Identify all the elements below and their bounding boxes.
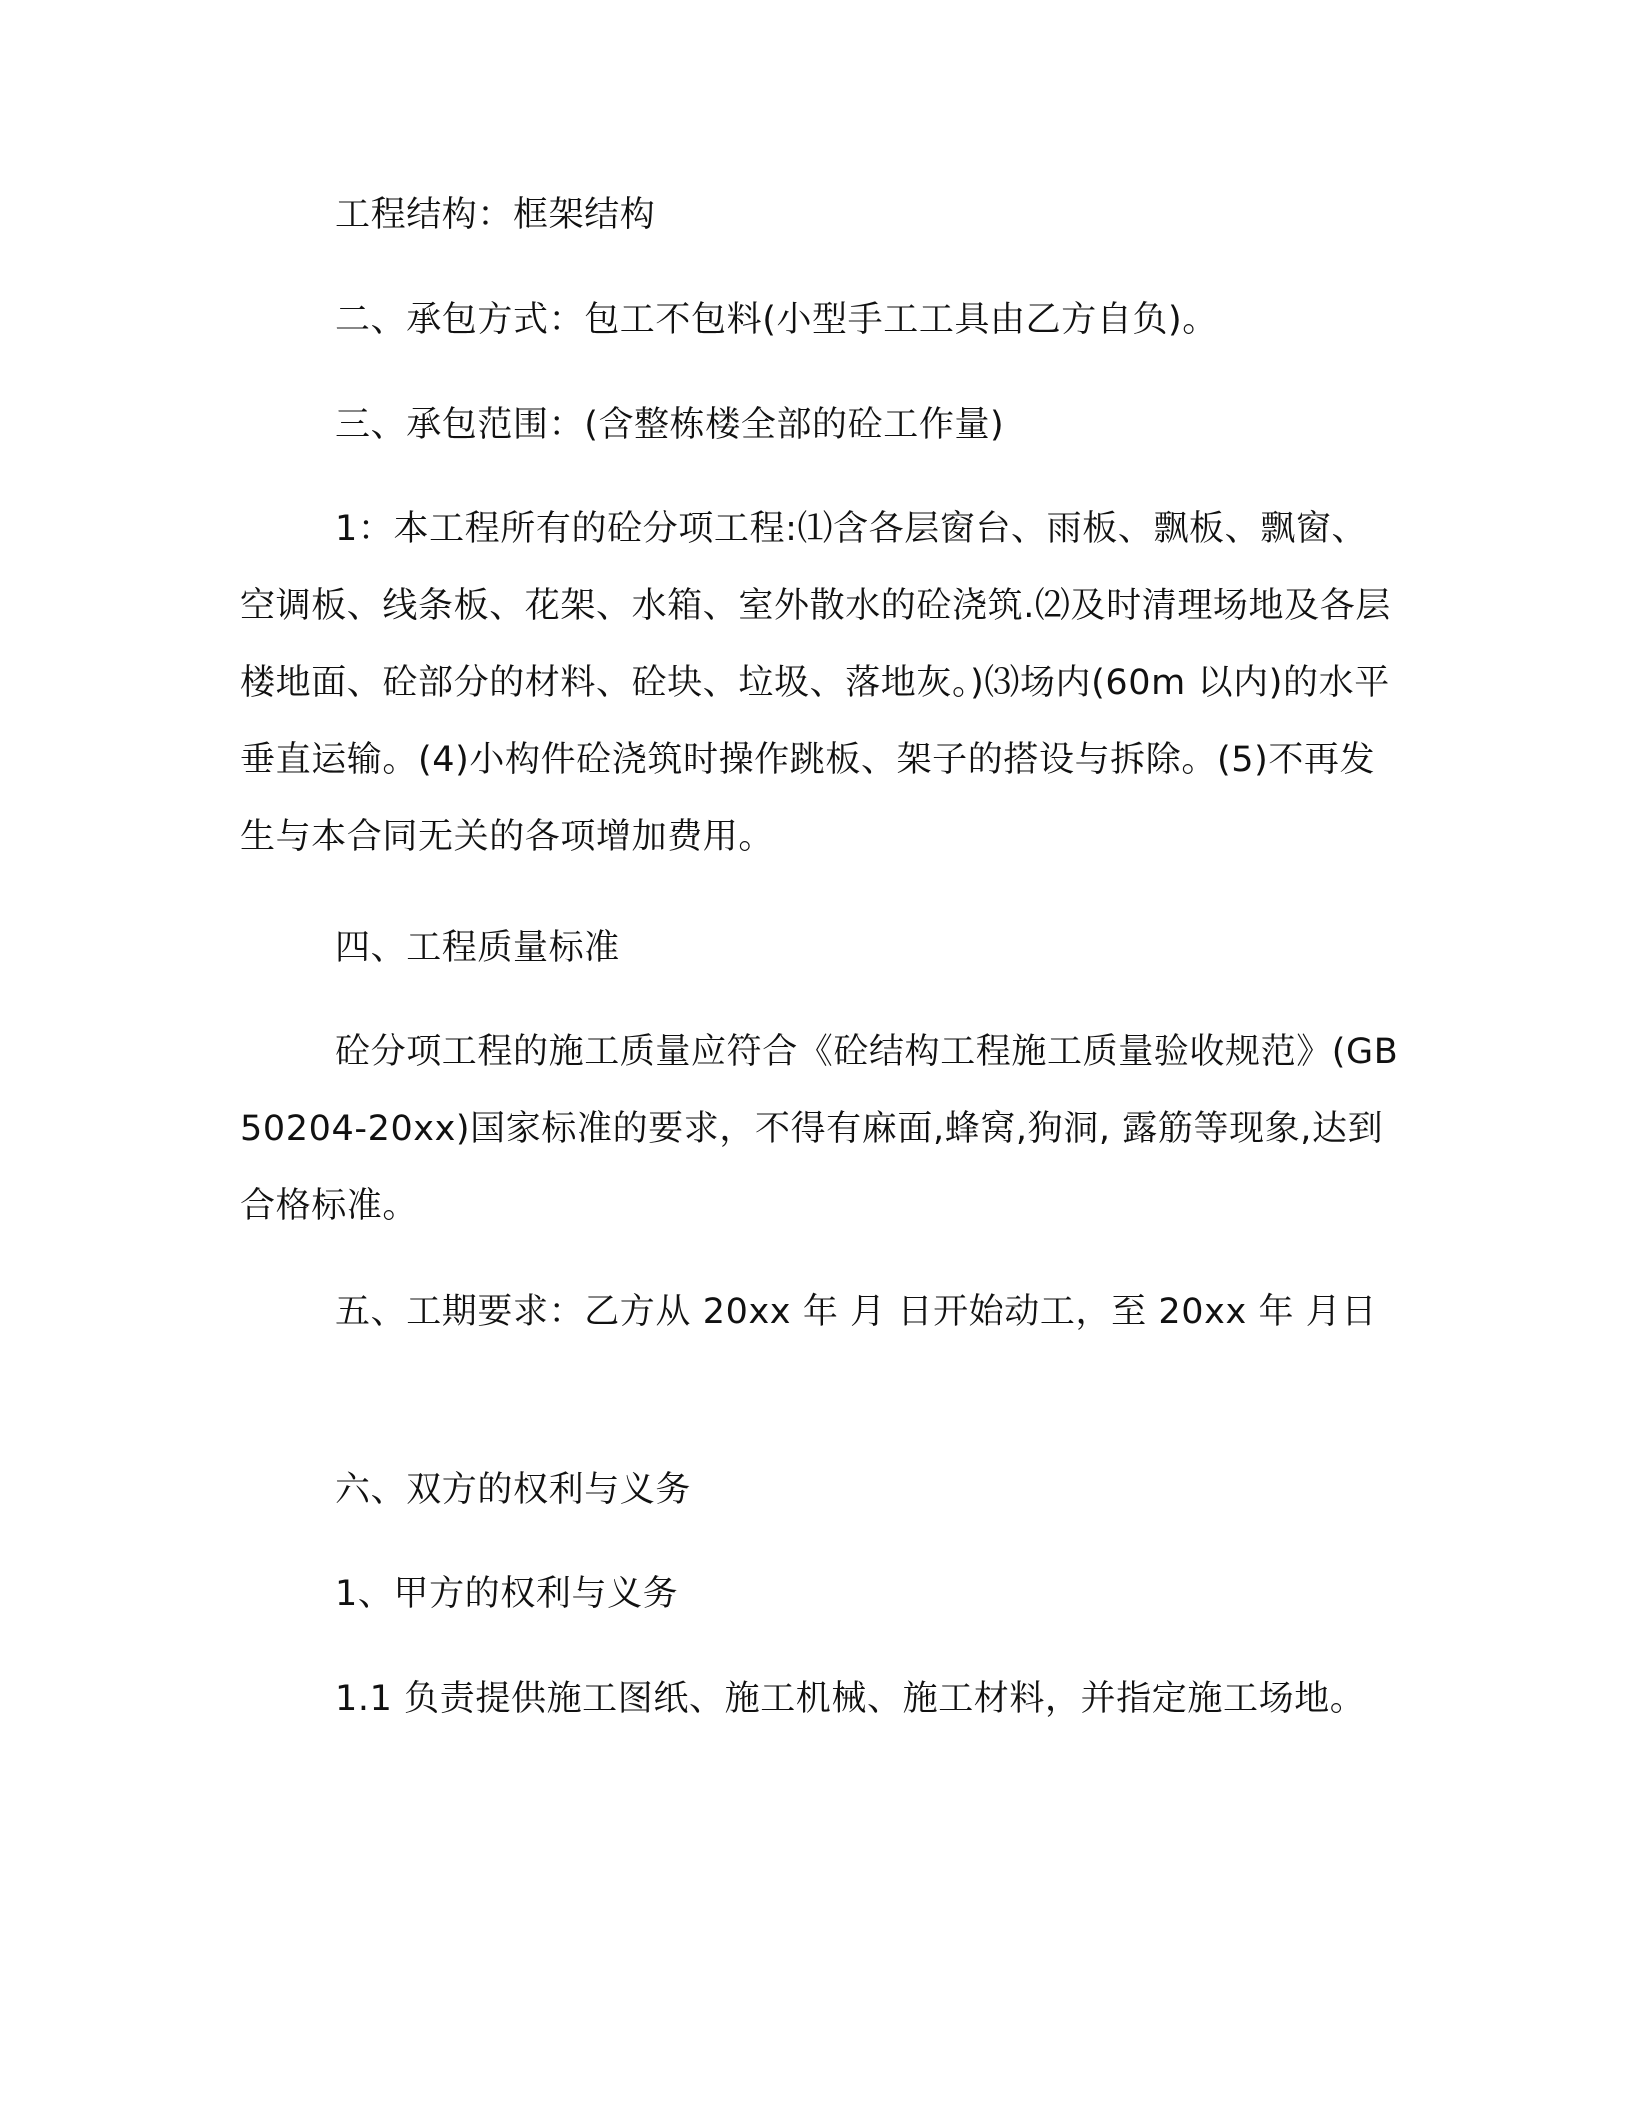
- paragraph-contract-scope: 三、承包范围：(含整栋楼全部的砼工作量): [335, 405, 1005, 445]
- paragraph-contract-method: 二、承包方式：包工不包料(小型手工工具由乙方自负)。: [335, 300, 1218, 340]
- paragraph-quality-heading: 四、工程质量标准: [335, 928, 620, 968]
- paragraph-schedule: 五、工期要求：乙方从 20xx 年 月 日开始动工，至 20xx 年 月日: [335, 1292, 1378, 1332]
- paragraph-party-a-heading: 1、甲方的权利与义务: [335, 1574, 679, 1614]
- paragraph-quality-standard: 砼分项工程的施工质量应符合《砼结构工程施工质量验收规范》(GB50204-20xx)国家标准的要求，不得有麻面,蜂窝,狗洞, 露筋等现象,达到合格标准。: [240, 1032, 1399, 1226]
- paragraph-party-a-item-1-1: 1.1 负责提供施工图纸、施工机械、施工材料，并指定施工场地。: [335, 1679, 1366, 1719]
- paragraph-project-structure: 工程结构：框架结构: [335, 195, 656, 235]
- paragraph-rights-heading: 六、双方的权利与义务: [335, 1470, 692, 1510]
- paragraph-scope-details: 1：本工程所有的砼分项工程:⑴含各层窗台、雨板、飘板、飘窗、空调板、线条板、花架、水箱、室外散水的砼浇筑.⑵及时清理场地及各层楼地面、砼部分的材料、砼块、垃圾、落地灰。)⑶场内(60m 以内)的水平垂直运输。(4)小构件砼浇筑时操作跳板、架子的搭设与拆除。(5)不再发生与本合同无关的各项增加费用。: [240, 509, 1391, 857]
